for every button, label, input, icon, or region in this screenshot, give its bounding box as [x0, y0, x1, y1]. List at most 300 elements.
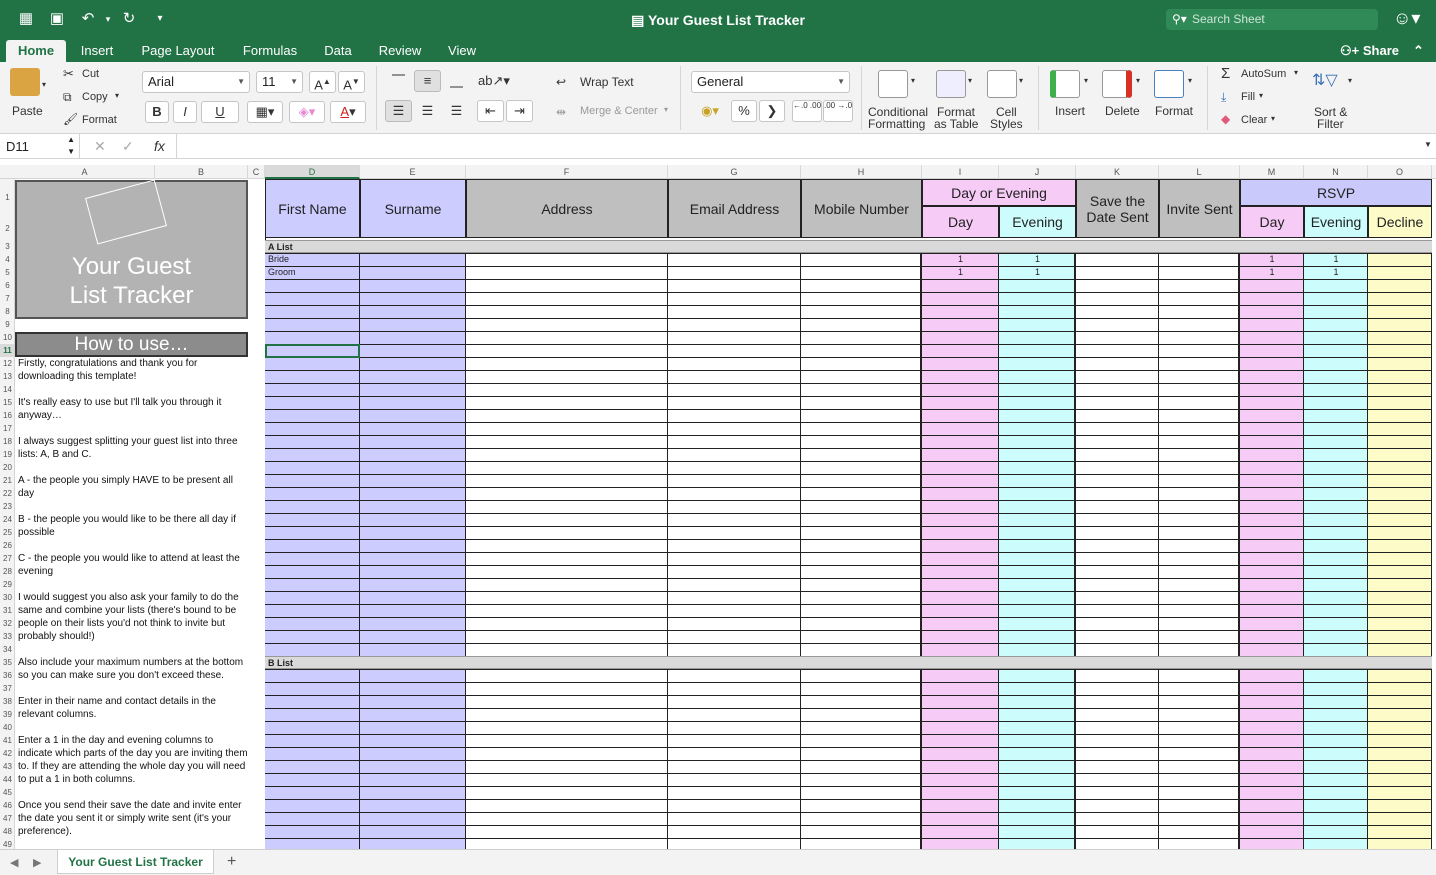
row-gridline	[265, 812, 1432, 813]
row-header[interactable]: 21	[3, 476, 12, 485]
row-header[interactable]: 38	[3, 697, 12, 706]
font-name-select[interactable]	[142, 71, 250, 93]
column-header-k[interactable]: K	[1076, 165, 1159, 179]
column-cells-n[interactable]	[1304, 253, 1368, 656]
align-right-button[interactable]	[443, 100, 470, 122]
copy-button[interactable]: Copy	[82, 91, 108, 103]
search-sheet-input[interactable]	[1166, 9, 1378, 30]
fill-bucket-icon: ◈▾	[298, 104, 316, 119]
tab-data[interactable]: Data	[324, 43, 352, 58]
instruction-paragraph: Firstly, congratulations and thank you for downloading this template!	[18, 358, 198, 382]
align-middle-button[interactable]	[414, 70, 441, 92]
orientation-button[interactable]	[476, 70, 512, 92]
column-cells-k[interactable]	[1076, 253, 1159, 656]
row-gridline	[265, 591, 1432, 592]
row-header[interactable]: 7	[5, 294, 10, 303]
header-decline: Decline	[1368, 206, 1432, 238]
borders-button[interactable]	[247, 101, 283, 123]
separator	[376, 66, 377, 130]
row-header[interactable]: 10	[3, 333, 12, 342]
increase-font-size-button[interactable]: A▲	[309, 71, 336, 93]
cell-styles-label-1[interactable]: Cell	[996, 105, 1017, 119]
row-header[interactable]: 17	[3, 424, 12, 433]
increase-indent-button[interactable]	[506, 100, 533, 122]
column-cells-h[interactable]	[801, 253, 922, 656]
share-label: Share	[1362, 43, 1399, 58]
merge-dropdown-icon[interactable]: ▾	[664, 105, 669, 114]
sidebar-icon[interactable]: ▦	[18, 10, 34, 27]
increase-indent-icon: ⇥	[514, 103, 525, 118]
row-header[interactable]: 31	[3, 606, 12, 615]
accounting-format-button[interactable]	[691, 100, 729, 122]
separator	[1038, 66, 1039, 130]
row-header[interactable]: 37	[3, 684, 12, 693]
column-header-a[interactable]: A	[15, 165, 155, 179]
column-cells-m[interactable]	[1240, 253, 1304, 656]
autosum-dropdown-icon[interactable]: ▾	[1294, 68, 1299, 77]
row-header[interactable]: 13	[3, 372, 12, 381]
column-header-g[interactable]: G	[668, 165, 801, 179]
cell-rsvp-evening: 1	[1333, 267, 1339, 277]
instruction-paragraph: Once you send their save the date and invite enter the date you sent it or simply write sent (it's your preference).	[18, 800, 242, 837]
tab-view[interactable]: View	[448, 43, 476, 58]
cut-button[interactable]: Cut	[82, 68, 100, 80]
row-header[interactable]: 22	[3, 489, 12, 498]
header-day-or-evening: Day or Evening	[922, 179, 1076, 206]
row-gridline	[265, 448, 1432, 449]
column-cells-h[interactable]	[801, 669, 922, 849]
title-bar	[0, 0, 1436, 40]
align-right-icon: ☰	[450, 103, 463, 118]
autosum-button[interactable]: AutoSum	[1241, 68, 1287, 80]
tab-home[interactable]: Home	[6, 40, 66, 62]
sheet-tab-bar	[0, 849, 1436, 875]
delete-dropdown-icon[interactable]: ▾	[1136, 76, 1141, 85]
row-gridline	[265, 630, 1432, 631]
row-gridline	[265, 474, 1432, 475]
row-header[interactable]: 35	[3, 658, 12, 667]
row-header[interactable]: 2	[5, 224, 10, 233]
decrease-font-size-button[interactable]: A▼	[338, 71, 365, 93]
column-cells-j[interactable]	[999, 253, 1076, 656]
formula-input[interactable]	[176, 134, 1416, 159]
comma-icon: ❯	[766, 103, 778, 118]
fill-color-button[interactable]	[289, 101, 325, 123]
undo-dropdown-icon[interactable]: ▾	[105, 14, 111, 24]
align-bottom-icon: ⎽	[449, 73, 463, 88]
row-header[interactable]: 19	[3, 450, 12, 459]
font-size-select[interactable]	[256, 71, 303, 93]
insert-cells-button[interactable]: Insert	[1055, 104, 1086, 118]
decrease-decimal-button[interactable]: .00 →.0	[823, 100, 853, 122]
row-gridline	[265, 695, 1432, 696]
row-gridline	[265, 721, 1432, 722]
tab-page-layout[interactable]: Page Layout	[141, 43, 215, 58]
font-color-icon: A	[340, 104, 350, 119]
column-cells-k[interactable]	[1076, 669, 1159, 849]
document-title: Your Guest List Tracker	[647, 12, 805, 28]
scissors-icon[interactable]: ✂	[63, 66, 74, 81]
instruction-paragraph: I would suggest you also ask your family to do the same and combine your lists (there's bound to be people on their lists you'd not think to invite but probably should!)	[18, 592, 239, 642]
name-box[interactable]	[0, 134, 80, 159]
copy-icon[interactable]: ⧉	[63, 90, 72, 104]
row-header[interactable]: 33	[3, 632, 12, 641]
format-as-table-dropdown-icon[interactable]: ▾	[968, 76, 973, 85]
save-icon[interactable]: ▣	[49, 10, 65, 27]
row-gridline	[265, 825, 1432, 826]
row-gridline	[265, 357, 1432, 358]
clear-button[interactable]: Clear	[1241, 114, 1268, 126]
format-cells-icon[interactable]	[1154, 70, 1184, 98]
header-address: Address	[466, 179, 668, 238]
row-gridline	[265, 565, 1432, 566]
column-header-c[interactable]: C	[248, 165, 265, 179]
row-gridline	[265, 838, 1432, 839]
column-cells-g[interactable]	[668, 253, 801, 656]
column-cells-m[interactable]	[1240, 669, 1304, 849]
row-gridline	[265, 344, 1432, 345]
row-gridline	[265, 318, 1432, 319]
search-icon: ⚲▾	[1172, 12, 1187, 26]
share-button[interactable]	[1340, 40, 1424, 62]
column-header-b[interactable]: B	[155, 165, 248, 179]
cell-evening: 1	[1034, 254, 1040, 264]
instruction-paragraph: It's really easy to use but I'll talk you through it anyway…	[18, 397, 222, 421]
collapse-ribbon-icon[interactable]: ⌃	[1413, 43, 1424, 58]
borders-icon: ▦▾	[255, 104, 275, 119]
separator	[861, 66, 862, 130]
undo-icon[interactable]: ↶	[81, 10, 95, 27]
copy-dropdown-icon[interactable]: ▾	[115, 91, 120, 100]
row-header[interactable]: 9	[5, 320, 10, 329]
sort-filter-label-1[interactable]: Sort &	[1314, 105, 1348, 119]
chevron-down-icon: ▼	[290, 77, 298, 86]
header-surname: Surname	[360, 179, 466, 238]
row-header[interactable]: 20	[3, 463, 12, 472]
orientation-icon: ab↗▾	[478, 73, 510, 88]
row-header[interactable]: 43	[3, 762, 12, 771]
fill-dropdown-icon[interactable]: ▾	[1259, 91, 1264, 100]
row-gridline	[265, 383, 1432, 384]
column-header-f[interactable]: F	[466, 165, 668, 179]
number-format-select[interactable]	[691, 71, 850, 93]
row-header[interactable]: 26	[3, 541, 12, 550]
cell-first-name: Bride	[268, 254, 290, 264]
align-left-button[interactable]	[385, 100, 412, 122]
increase-decimal-button[interactable]: ←.0 .00	[792, 100, 822, 122]
align-center-button[interactable]	[414, 100, 441, 122]
row-gridline	[265, 643, 1432, 644]
font-name-value: Arial	[148, 74, 175, 89]
row-header[interactable]: 11	[0, 344, 15, 357]
row-header[interactable]: 42	[3, 749, 12, 758]
row-gridline	[265, 539, 1432, 540]
column-cells-f[interactable]	[466, 669, 668, 849]
insert-function-button[interactable]: fx	[154, 138, 165, 154]
merge-icon: ⇹	[556, 105, 567, 119]
conditional-formatting-label-1[interactable]: Conditional	[868, 105, 929, 119]
row-header[interactable]: 47	[3, 814, 12, 823]
row-gridline	[265, 682, 1432, 683]
instructions-panel	[15, 179, 248, 849]
merge-center-button[interactable]: Merge & Center	[580, 105, 658, 117]
column-cells-o[interactable]	[1368, 669, 1432, 849]
instruction-paragraph: Enter in their name and contact details in the relevant columns.	[18, 696, 216, 720]
row-gridline	[265, 331, 1432, 332]
instruction-paragraph: C - the people you would like to attend at least the evening	[18, 553, 240, 577]
column-header-d[interactable]: D	[265, 165, 360, 179]
format-as-table-label-1[interactable]: Format	[937, 105, 976, 119]
conditional-formatting-label-2[interactable]: Formatting	[868, 117, 926, 131]
row-gridline	[265, 552, 1432, 553]
customize-toolbar-icon[interactable]: ▾	[157, 13, 163, 24]
row-header[interactable]: 28	[3, 567, 12, 576]
row-header[interactable]: 1	[5, 193, 10, 202]
row-gridline	[265, 799, 1432, 800]
chevron-down-icon: ▼	[837, 77, 845, 86]
header-first-name: First Name	[265, 179, 360, 238]
delete-cells-button[interactable]: Delete	[1105, 104, 1140, 118]
column-header-e[interactable]: E	[360, 165, 466, 179]
row-gridline	[265, 734, 1432, 735]
column-cells-f[interactable]	[466, 253, 668, 656]
header-rsvp: RSVP	[1240, 179, 1432, 206]
comma-style-button[interactable]	[759, 100, 785, 122]
column-cells-i[interactable]	[922, 253, 999, 656]
chevron-down-icon: ▼	[237, 77, 245, 86]
column-cells-d[interactable]	[265, 669, 360, 849]
row-header[interactable]: 24	[3, 515, 12, 524]
format-as-table-label-2[interactable]: as Table	[934, 117, 979, 131]
format-as-table-icon[interactable]	[936, 70, 966, 98]
row-header[interactable]: 23	[3, 502, 12, 511]
format-painter-button[interactable]: Format	[82, 114, 117, 126]
name-box-stepper-icon[interactable]: ▲ ▼	[67, 135, 75, 156]
instruction-paragraph: Enter a 1 in the day and evening columns to indicate which parts of the day you are inviting them to. If they are attending the whole day you will need to put a 1 in both columns.	[18, 735, 248, 785]
column-cells-e[interactable]	[360, 669, 466, 849]
format-cells-button[interactable]: Format	[1155, 104, 1194, 118]
column-header-l[interactable]: L	[1159, 165, 1240, 179]
column-cells-l[interactable]	[1159, 669, 1240, 849]
row-gridline	[265, 578, 1432, 579]
enter-check-icon[interactable]: ✓	[122, 138, 134, 154]
row-gridline	[265, 708, 1432, 709]
row-header[interactable]: 39	[3, 710, 12, 719]
underline-button[interactable]: U	[201, 101, 239, 123]
ribbon-tab-bar	[0, 40, 1436, 62]
row-headers	[0, 179, 15, 849]
cell-styles-label-2[interactable]: Styles	[990, 117, 1023, 131]
row-header[interactable]: 5	[5, 268, 10, 277]
column-cells-e[interactable]	[360, 253, 466, 656]
cell-styles-dropdown-icon[interactable]: ▾	[1019, 76, 1024, 85]
column-cells-l[interactable]	[1159, 253, 1240, 656]
row-header[interactable]: 6	[5, 281, 10, 290]
add-person-icon: ⚇+	[1340, 43, 1363, 58]
sheet-tab-guest-list[interactable]: Your Guest List Tracker	[57, 850, 214, 874]
row-header[interactable]: 15	[3, 398, 12, 407]
next-sheet-icon[interactable]: ▶	[33, 857, 42, 869]
eraser-icon[interactable]: ◆	[1221, 112, 1231, 126]
font-size-value: 11	[262, 74, 276, 89]
cancel-icon[interactable]: ✕	[94, 138, 106, 154]
cell-rsvp-day: 1	[1269, 254, 1275, 264]
row-gridline	[265, 435, 1432, 436]
paste-icon[interactable]	[10, 68, 40, 96]
row-header[interactable]: 12	[3, 359, 12, 368]
redo-icon[interactable]: ↻	[122, 10, 136, 27]
row-header[interactable]: 30	[3, 593, 12, 602]
ribbon-home	[0, 62, 1436, 134]
separator	[680, 66, 681, 130]
row-header[interactable]: 41	[3, 736, 12, 745]
decrease-indent-button[interactable]	[477, 100, 504, 122]
percent-style-button[interactable]: %	[731, 100, 757, 122]
column-header-n[interactable]: N	[1304, 165, 1368, 179]
instruction-paragraph: I always suggest splitting your guest list into three lists: A, B and C.	[18, 436, 238, 460]
wrap-text-icon: ↩	[556, 75, 567, 89]
clear-dropdown-icon[interactable]: ▾	[1271, 114, 1276, 123]
row-gridline	[265, 292, 1432, 293]
row-gridline	[265, 461, 1432, 462]
separator	[1207, 66, 1208, 130]
row-header[interactable]: 14	[3, 385, 12, 394]
header-day: Day	[922, 206, 999, 238]
column-header-o[interactable]: O	[1368, 165, 1432, 179]
decrease-indent-icon: ⇤	[485, 103, 496, 118]
row-header[interactable]: 18	[3, 437, 12, 446]
tab-formulas[interactable]: Formulas	[242, 43, 298, 58]
header-invite-sent: Invite Sent	[1159, 179, 1240, 238]
row-gridline	[265, 500, 1432, 501]
row-gridline	[265, 487, 1432, 488]
prev-sheet-icon[interactable]: ◀	[10, 857, 19, 869]
cell-day: 1	[957, 267, 963, 277]
column-header-h[interactable]: H	[801, 165, 922, 179]
row-header[interactable]: 46	[3, 801, 12, 810]
column-cells-j[interactable]	[999, 669, 1076, 849]
fill-button[interactable]: Fill	[1241, 91, 1256, 103]
sort-filter-icon[interactable]: ⇅▽	[1312, 72, 1338, 89]
row-header[interactable]: 48	[3, 827, 12, 836]
section-b-list: B List	[265, 656, 1432, 669]
sort-filter-dropdown-icon[interactable]: ▾	[1348, 76, 1353, 85]
sort-filter-label-2[interactable]: Filter	[1317, 117, 1344, 131]
header-rsvp-day: Day	[1240, 206, 1304, 238]
row-header[interactable]: 27	[3, 554, 12, 563]
row-header[interactable]: 25	[3, 528, 12, 537]
align-top-button[interactable]	[385, 70, 412, 92]
wrap-text-button[interactable]: Wrap Text	[580, 75, 634, 89]
brand-logo	[85, 180, 167, 245]
row-gridline	[265, 396, 1432, 397]
formula-bar	[0, 134, 1436, 159]
row-header[interactable]: 4	[5, 255, 10, 264]
row-header[interactable]: 36	[3, 671, 12, 680]
row-header[interactable]: 8	[5, 307, 10, 316]
row-gridline	[265, 422, 1432, 423]
align-middle-icon: ≡	[423, 73, 432, 88]
cell-styles-icon[interactable]	[987, 70, 1017, 98]
autosum-icon[interactable]: Σ	[1221, 65, 1231, 82]
worksheet-grid[interactable]	[15, 179, 1436, 849]
insert-dropdown-icon[interactable]: ▾	[1084, 76, 1089, 85]
row-header[interactable]: 49	[3, 840, 12, 849]
cell-rsvp-evening: 1	[1333, 254, 1339, 264]
column-cells-g[interactable]	[668, 669, 801, 849]
column-header-i[interactable]: I	[922, 165, 999, 179]
tab-review[interactable]: Review	[378, 43, 422, 58]
feedback-smiley-icon[interactable]: ☺▾	[1393, 8, 1421, 28]
insert-cells-icon[interactable]	[1050, 70, 1080, 98]
font-color-button[interactable]: A▾	[330, 101, 366, 123]
cell-day: 1	[957, 254, 963, 264]
logo-title-block	[15, 180, 248, 319]
row-gridline	[265, 773, 1432, 774]
header-email: Email Address	[668, 179, 801, 238]
row-header[interactable]: 3	[5, 242, 10, 251]
column-header-j[interactable]: J	[999, 165, 1076, 179]
row-header[interactable]: 45	[3, 788, 12, 797]
italic-button[interactable]: I	[173, 101, 197, 123]
row-gridline	[265, 305, 1432, 306]
conditional-formatting-dropdown-icon[interactable]: ▾	[911, 76, 916, 85]
column-headers	[0, 165, 1436, 179]
row-gridline	[265, 513, 1432, 514]
row-header[interactable]: 29	[3, 580, 12, 589]
row-header[interactable]: 40	[3, 723, 12, 732]
bold-button[interactable]: B	[145, 101, 169, 123]
align-bottom-button[interactable]	[443, 70, 470, 92]
tracker-title	[17, 252, 246, 310]
instruction-paragraph: A - the people you simply HAVE to be present all day	[18, 475, 233, 499]
cell-first-name: Groom	[268, 267, 296, 277]
row-gridline	[265, 370, 1432, 371]
column-cells-o[interactable]	[1368, 253, 1432, 656]
row-header[interactable]: 34	[3, 645, 12, 654]
align-top-icon: ⎺	[391, 73, 405, 88]
add-sheet-icon[interactable]: +	[227, 853, 237, 870]
align-left-icon: ☰	[392, 103, 405, 118]
format-painter-icon[interactable]: 🖌	[63, 112, 79, 126]
header-rsvp-evening: Evening	[1304, 206, 1368, 238]
row-gridline	[265, 409, 1432, 410]
delete-cells-icon[interactable]	[1102, 70, 1132, 98]
instruction-paragraph: B - the people you would like to be there all day if possible	[18, 514, 236, 538]
conditional-formatting-icon[interactable]	[878, 70, 908, 98]
cell-evening: 1	[1034, 267, 1040, 277]
name-box-value: D11	[6, 139, 29, 154]
paste-button-label[interactable]: Paste	[12, 104, 43, 118]
expand-formula-bar-icon[interactable]: ▼	[1424, 140, 1432, 149]
fill-icon[interactable]: ⤓	[1221, 90, 1227, 104]
tab-insert[interactable]: Insert	[80, 43, 114, 58]
row-header[interactable]: 32	[3, 619, 12, 628]
paste-dropdown-icon[interactable]: ▾	[42, 80, 47, 89]
instruction-paragraph: Also include your maximum numbers at the bottom so you can make sure you don't exceed these.	[18, 657, 244, 681]
tracker-title-line1: Your Guest	[71, 253, 192, 280]
search-placeholder: Search Sheet	[1192, 12, 1265, 26]
row-header[interactable]: 16	[3, 411, 12, 420]
column-cells-n[interactable]	[1304, 669, 1368, 849]
column-cells-i[interactable]	[922, 669, 999, 849]
column-cells-d[interactable]	[265, 253, 360, 656]
selected-cell-d11[interactable]	[265, 344, 360, 358]
format-dropdown-icon[interactable]: ▾	[1188, 76, 1193, 85]
column-header-m[interactable]: M	[1240, 165, 1304, 179]
row-header[interactable]: 44	[3, 775, 12, 784]
row-gridline	[265, 747, 1432, 748]
